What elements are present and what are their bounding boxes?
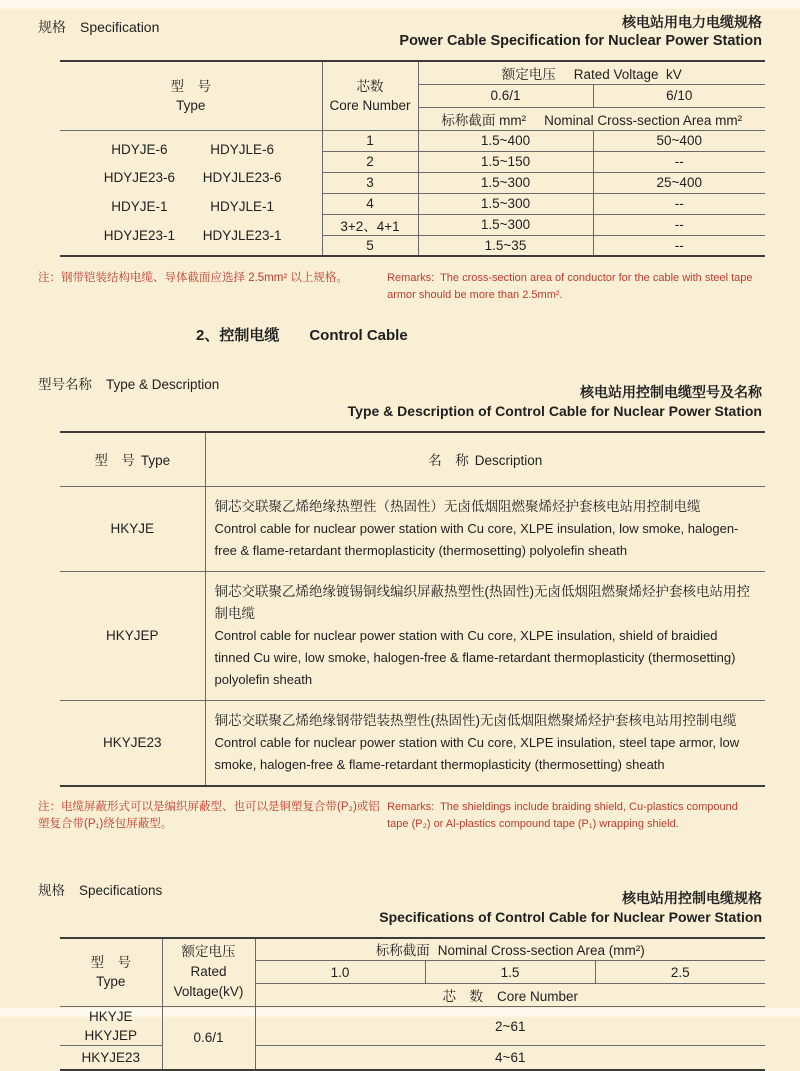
note-zh: 注：电缆屏蔽形式可以是编织屏蔽型、也可以是铜塑复合带(P₂)或铝塑复合带(P₁)绕包屏蔽型。: [38, 800, 380, 830]
section1-label: [38, 13, 159, 37]
cell-range-06-1: 1.5~35: [418, 235, 593, 256]
cell-range-6-10: --: [593, 193, 765, 214]
header-description-cell: [205, 432, 765, 486]
type-name: HDYJLE23-1: [202, 227, 282, 243]
type-name: HDYJE-1: [111, 199, 168, 215]
header-voltage-en-1: Rated: [190, 964, 227, 980]
header-voltage-06-1: 0.6/1: [418, 84, 593, 107]
header-voltage-zh: 额定电压: [181, 944, 236, 960]
section1-notes: [38, 270, 762, 304]
section2-label-zh: 型号名称: [38, 377, 92, 392]
header-col-1-0: 1.0: [255, 961, 425, 984]
control-cable-heading-zh: 2、控制电缆: [196, 327, 280, 344]
control-cable-type-table: [60, 431, 765, 787]
header-type-stack: [60, 953, 162, 991]
cell-range-06-1: 1.5~300: [418, 193, 593, 214]
header-col-1-5: 1.5: [425, 961, 595, 984]
header-cross-section-cell: [255, 938, 765, 961]
cell-description: [205, 486, 765, 571]
header-type-stack: [60, 77, 322, 115]
control-cable-heading-en: Control Cable: [309, 327, 408, 344]
section2-notes: [38, 799, 762, 833]
type-name: HDYJE-6: [111, 141, 168, 157]
control-cable-heading: [196, 324, 800, 345]
header-type-en: Type: [140, 453, 171, 469]
header-type-zh: 型 号: [94, 453, 135, 469]
header-cross-section-cell: [418, 107, 765, 130]
header-type-zh: 型 号: [90, 955, 131, 971]
cell-core-range: 2~61: [255, 1007, 765, 1046]
description-zh: 铜芯交联聚乙烯绝缘镀锡铜线编织屏蔽热塑性(热固性)无卤低烟阻燃聚烯烃护套核电站用控制电缆: [214, 583, 750, 621]
cell-type: HKYJE23: [60, 700, 205, 786]
header-type-cell: [60, 432, 205, 486]
header-description-en: Description: [474, 453, 543, 469]
header-core-en: Core Number: [329, 97, 411, 113]
cell-range-06-1: 1.5~300: [418, 172, 593, 193]
header-voltage-en: Rated Voltage kV: [573, 66, 682, 82]
power-cable-spec-table: [60, 60, 765, 257]
type-name: HDYJLE23-6: [202, 170, 282, 186]
type-name: HDYJE23-1: [103, 227, 176, 243]
header-type-cell: [60, 938, 162, 1007]
header-section-zh: 标称截面 mm²: [441, 112, 527, 128]
control-cable-spec-table: [60, 937, 765, 1071]
table-row: [60, 486, 765, 571]
section3-title-zh: 核电站用控制电缆规格: [622, 889, 762, 906]
section1-titles: [399, 13, 762, 51]
type-name: HDYJLE-1: [210, 199, 275, 215]
table-row: [60, 1007, 765, 1046]
header-rated-voltage-cell: [162, 938, 255, 1007]
cell-range-6-10: 25~400: [593, 172, 765, 193]
header-core-zh: 芯数: [356, 78, 384, 94]
description-en: Control cable for nuclear power station with Cu core, XLPE insulation, steel tape armor, low smoke, halogen-free & flame-retardant thermoplasticity (thermosetting) sheath: [214, 734, 740, 772]
cell-range-06-1: 1.5~150: [418, 151, 593, 172]
description-zh: 铜芯交联聚乙烯绝缘热塑性（热固性）无卤低烟阻燃聚烯烃护套核电站用控制电缆: [214, 498, 701, 514]
cell-core-range: 4~61: [255, 1046, 765, 1070]
header-section-zh: 标称截面: [375, 943, 430, 959]
header-type-en: Type: [176, 97, 206, 113]
type-list-cell: [60, 130, 322, 256]
header-section-en: Nominal Cross-section Area mm²: [544, 112, 743, 128]
cell-core: 4: [322, 193, 418, 214]
cell-core: 3+2、4+1: [322, 214, 418, 235]
section1-label-zh: 规格: [38, 19, 66, 35]
note-zh: 注：钢带铠装结构电缆、导体截面应选择 2.5mm² 以上规格。: [38, 272, 348, 284]
cell-core: 3: [322, 172, 418, 193]
section2-title-zh: 核电站用控制电缆型号及名称: [580, 384, 762, 400]
description-en: Control cable for nuclear power station with Cu core, XLPE insulation, shield of braidied tinned Cu wire, low smoke, halogen-free & flame-retardant thermoplasticity (thermosetting) polyolefin sheath: [214, 627, 736, 687]
cell-type: HKYJE23: [60, 1046, 162, 1070]
catalog-page: [0, 13, 800, 1071]
header-core-number-cell: [255, 984, 765, 1007]
header-voltage-zh: 额定电压: [501, 66, 556, 82]
cell-description: [205, 571, 765, 700]
cell-core: 2: [322, 151, 418, 172]
cell-range-06-1: 1.5~300: [418, 214, 593, 235]
cell-type: HKYJE: [60, 486, 205, 571]
section1-header: [38, 13, 762, 51]
type-name: HKYJEP: [84, 1028, 138, 1043]
section1-title-zh: 核电站用电力电缆规格: [622, 14, 762, 30]
section2-label-en: Type & Description: [106, 377, 220, 392]
header-core-stack: [323, 77, 418, 115]
section2-label: [38, 369, 219, 393]
header-voltage-en-2: Voltage(kV): [173, 984, 244, 1000]
note-en: Remarks: The cross-section area of conductor for the cable with steel tape armor should be more than 2.5mm².: [387, 272, 756, 301]
type-name: HDYJE23-6: [103, 170, 176, 186]
cell-range-6-10: --: [593, 235, 765, 256]
type-list: [60, 131, 322, 255]
section1-title-en: Power Cable Specification for Nuclear Power Station: [399, 33, 762, 49]
header-rated-voltage-cell: [418, 61, 765, 84]
table-row: [60, 130, 765, 151]
note-en: Remarks: The shieldings include braiding shield, Cu-plastics compound tape (P₂) or Al-plastics compound tape (P₁) wrapping shield.: [387, 800, 744, 830]
header-core-number-cell: [322, 61, 418, 130]
section2-titles: [348, 369, 762, 421]
cell-description: [205, 700, 765, 786]
type-name: HKYJE: [88, 1009, 133, 1024]
section2-header: [38, 369, 762, 421]
cell-types: [60, 1007, 162, 1046]
cell-core: 1: [322, 130, 418, 151]
cell-core: 5: [322, 235, 418, 256]
header-type-zh: 型 号: [170, 78, 211, 94]
cell-range-6-10: 50~400: [593, 130, 765, 151]
section1-label-en: Specification: [80, 19, 160, 35]
header-description-zh: 名 称: [428, 453, 469, 469]
header-voltage-stack: [163, 942, 255, 1002]
header-core-zh: 芯 数: [442, 989, 483, 1004]
type-list: [60, 1007, 162, 1045]
table-row: [60, 700, 765, 786]
header-type-en: Type: [96, 974, 126, 990]
type-name: HDYJLE-6: [210, 141, 275, 157]
description-en: Control cable for nuclear power station with Cu core, XLPE insulation, low smoke, halogen-free & flame-retardant thermoplasticity (thermosetting) polyolefin sheath: [214, 520, 739, 558]
cell-range-6-10: --: [593, 214, 765, 235]
section3-label-zh: 规格: [38, 882, 65, 898]
section3-label: [38, 875, 162, 899]
table-row: [60, 571, 765, 700]
section2-title-en: Type & Description of Control Cable for Nuclear Power Station: [347, 403, 762, 419]
description-zh: 铜芯交联聚乙烯绝缘钢带铠装热塑性(热固性)无卤低烟阻燃聚烯烃护套核电站用控制电缆: [214, 712, 737, 728]
header-core-en: Core Number: [496, 989, 579, 1004]
cell-range-6-10: --: [593, 151, 765, 172]
section3-titles: [379, 875, 762, 927]
section3-header: [38, 875, 762, 927]
header-section-en: Nominal Cross-section Area (mm²): [437, 943, 645, 959]
section3-title-en: Specifications of Control Cable for Nuclear Power Station: [379, 908, 762, 925]
header-type-cell: [60, 61, 322, 130]
cell-type: HKYJEP: [60, 571, 205, 700]
section3-label-en: Specifications: [79, 882, 163, 898]
cell-voltage: 0.6/1: [162, 1007, 255, 1070]
header-voltage-6-10: 6/10: [593, 84, 765, 107]
cell-range-06-1: 1.5~400: [418, 130, 593, 151]
header-col-2-5: 2.5: [595, 961, 765, 984]
